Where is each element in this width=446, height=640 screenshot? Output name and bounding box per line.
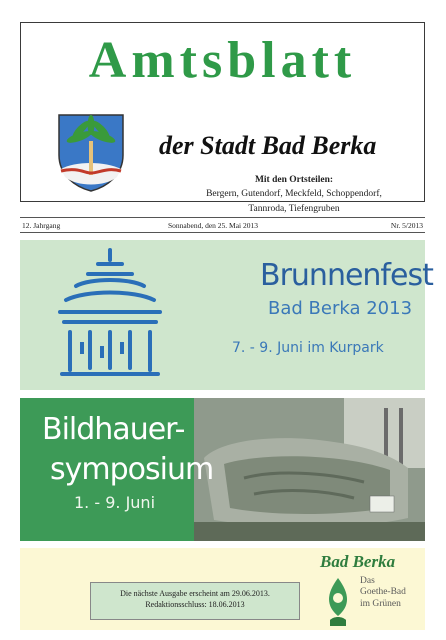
bildhauer-panel: [20, 398, 425, 541]
footer-panel: [20, 548, 425, 630]
issue-date: Sonnabend, den 25. Mai 2013: [168, 221, 258, 230]
slogan-line: im Grünen: [360, 598, 401, 609]
districts-block: [174, 173, 414, 216]
districts-heading: Mit den Ortsteilen:: [254, 175, 334, 185]
brunnenfest-subtitle: Bad Berka 2013: [268, 298, 413, 319]
brunnenfest-panel: [20, 240, 433, 390]
slogan-line: Goethe-Bad: [360, 587, 406, 598]
bildhauer-title-line2: symposium: [50, 452, 214, 487]
editorial-deadline: Redaktionsschluss: 18.06.2013: [145, 599, 245, 609]
bad-berka-slogan: [360, 576, 406, 610]
next-issue-date: Die nächste Ausgabe erscheint am 29.06.2013.: [120, 589, 270, 598]
pavilion-icon: [50, 246, 170, 382]
brunnenfest-dates: 7. - 9. Juni im Kurpark: [232, 340, 384, 356]
bad-berka-logo-name: Bad Berka: [320, 552, 396, 571]
slogan-line: Das: [360, 576, 375, 586]
masthead: [20, 22, 425, 214]
spa-logo-icon: [320, 576, 356, 628]
brunnenfest-title: Brunnenfest: [260, 258, 433, 293]
districts-line: Bergern, Gutendorf, Meckfeld, Schoppendorf,: [206, 189, 382, 200]
volume-label: 12. Jahrgang: [22, 221, 61, 230]
bildhauer-title-line1: Bildhauer-: [42, 412, 185, 447]
next-issue-notice: [90, 582, 300, 620]
coat-of-arms-icon: [55, 111, 127, 193]
masthead-title: Amtsblatt: [88, 32, 357, 89]
issue-info-bar: [20, 217, 425, 233]
issue-number: Nr. 5/2013: [390, 221, 423, 230]
bildhauer-dates: 1. - 9. Juni: [74, 493, 156, 512]
sculpture-photo: [194, 398, 425, 541]
districts-line: Tannroda, Tiefengruben: [248, 203, 340, 214]
masthead-subtitle: der Stadt Bad Berka: [159, 131, 377, 160]
